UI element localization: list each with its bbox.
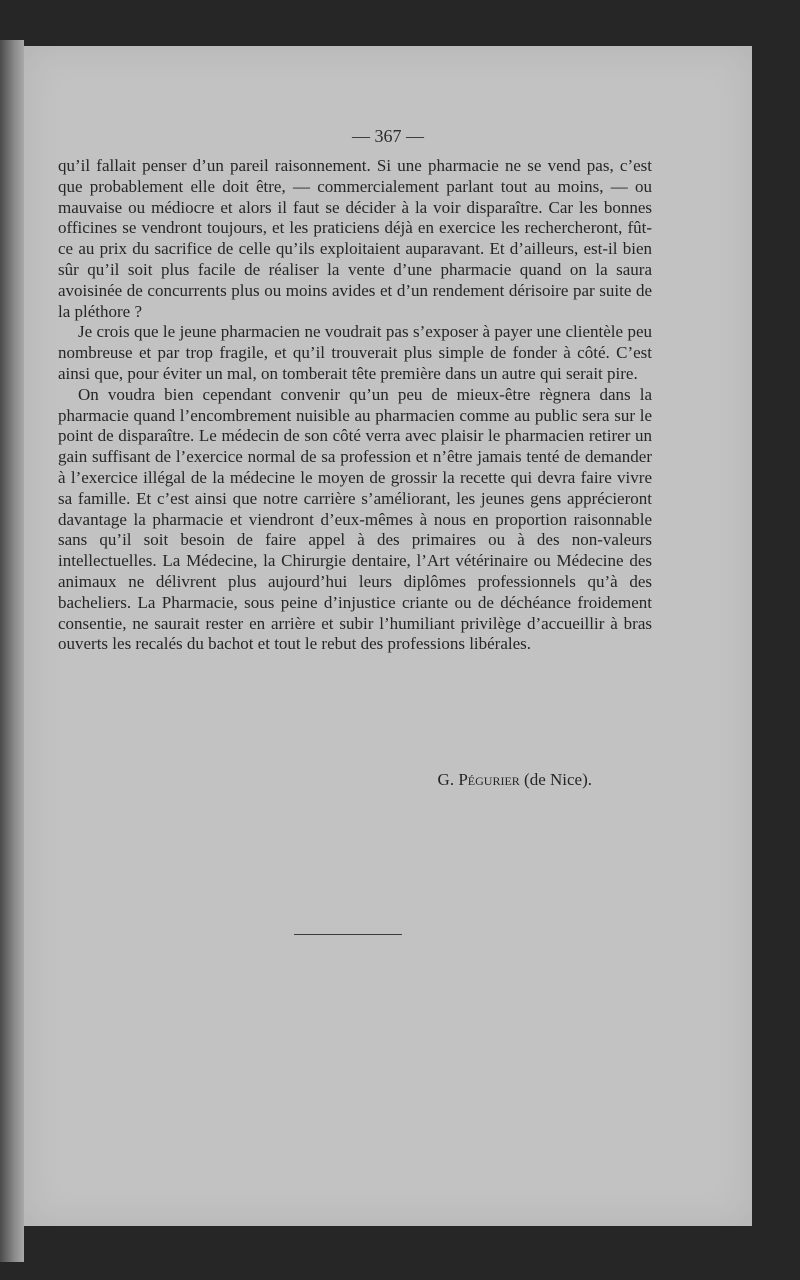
adjacent-page-edge [0,40,24,1262]
paragraph-2: Je crois que le jeune pharmacien ne voudrait pas s’exposer à payer une clientèle peu nombreuse et par trop fragile, et qu’il trouverait plus simple de fonder à côté. C’est ainsi que, pour éviter un mal, on tomberait tête première dans un autre qui serait pire. [58,322,652,383]
author-surname: Pégurier [458,770,520,789]
end-divider [294,934,402,935]
page-number: — 367 — [352,126,424,146]
author-initial: G. [437,770,455,789]
author-place: (de Nice). [524,770,592,789]
author-signature [58,770,592,790]
body-text [58,156,652,655]
paragraph-1: qu’il fallait penser d’un pareil raisonnement. Si une pharmacie ne se vend pas, c’est que probablement elle doit être, — commercialement parlant tout au moins, — ou mauvaise ou médiocre et alors il faut se décider à la voir disparaître. Car les bonnes officines se vendront toujours, et les praticiens déjà en exercice les rechercheront, fût-ce au prix du sacrifice de celle qu’ils exploitaient auparavant. Et d’ailleurs, est-il bien sûr qu’il soit plus facile de réaliser la vente d’une pharmacie quand on la saura avoisinée de concurrents plus ou moins avides et d’un rendement dérisoire par suite de la pléthore ? [58,156,652,321]
paragraph-3: On voudra bien cependant convenir qu’un peu de mieux-être règnera dans la pharmacie quand l’encombrement nuisible au pharmacien comme au public sera sur le point de disparaître. Le médecin de son côté verra avec plaisir le pharmacien retirer un gain suffisant de l’exercice normal de sa profession et n’être jamais tenté de demander à l’exercice illégal de la médecine le moyen de grossir la recette qui devra faire vivre sa famille. Et c’est ainsi que notre carrière s’améliorant, les jeunes gens apprécieront davantage la pharmacie et viendront d’eux-mêmes à nous en proportion raisonnable sans qu’il soit besoin de faire appel à des primaires ou à des non-valeurs intellectuelles. La Médecine, la Chirurgie dentaire, l’Art vétérinaire ou Médecine des animaux ne délivrent plus aujourd’hui leurs diplômes professionnels qu’à des bacheliers. La Pharmacie, sous peine d’injustice criante ou de déchéance froidement consentie, ne saurait rester en arrière et subir l’humiliant privilège d’accueillir à bras ouverts les recalés du bachot et tout le rebut des professions libérales. [58,384,652,654]
book-page [24,46,752,1226]
